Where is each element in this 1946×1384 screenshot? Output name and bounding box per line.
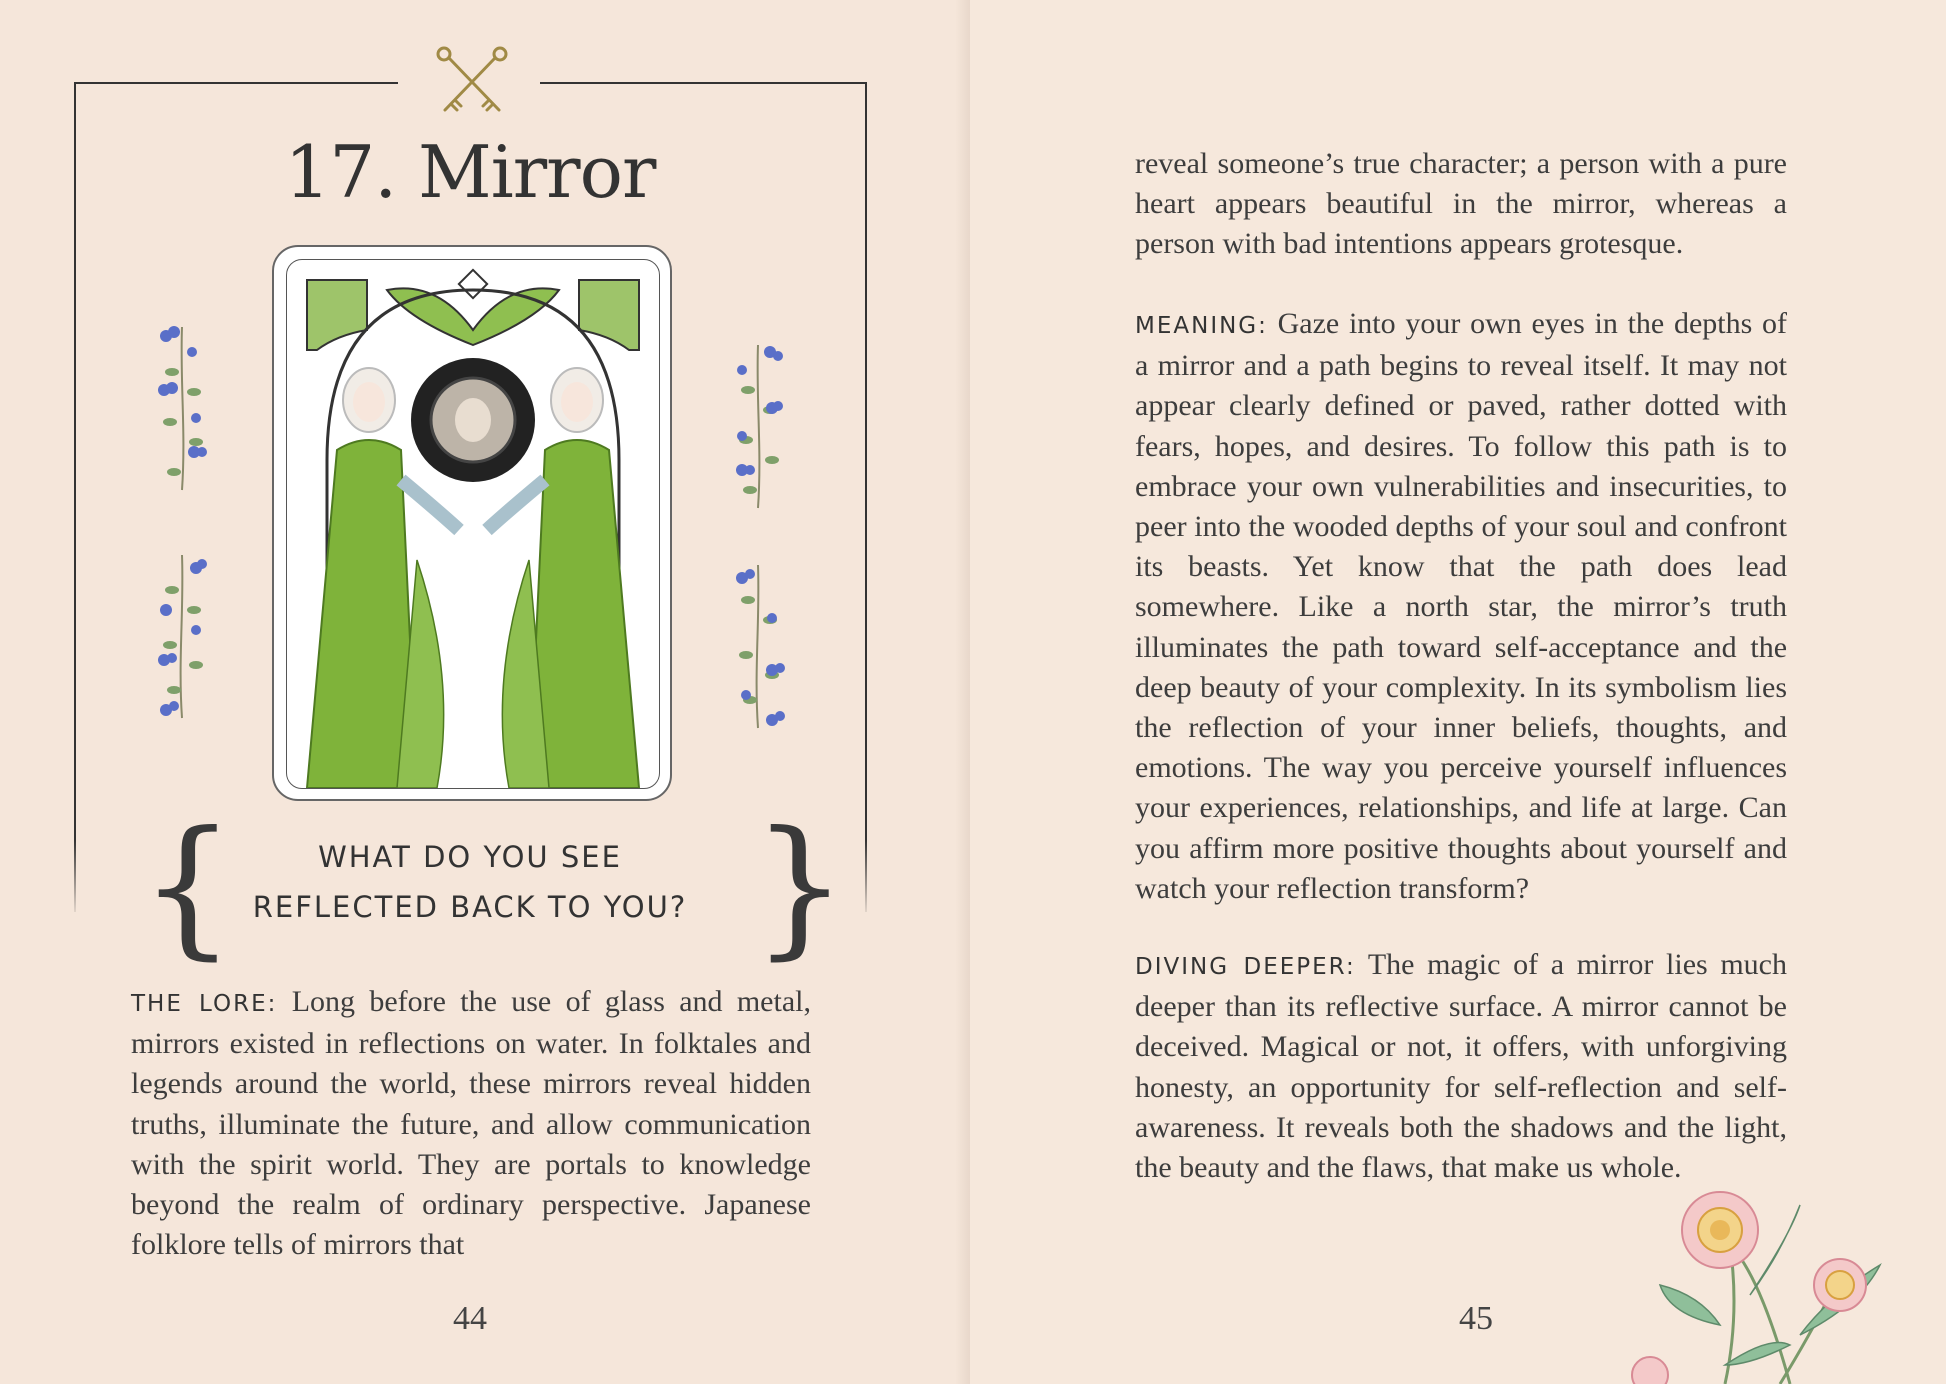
- lore-continued-line: reveal someone’s true character; a person with a pure: [1135, 147, 1787, 180]
- frame-top-left-rule: [74, 82, 398, 84]
- lore-paragraph: [131, 982, 811, 1265]
- diving-deeper-line: honesty, an opportunity for self-reflection and self-: [1135, 1070, 1787, 1104]
- lore-continued-paragraph: [1135, 144, 1787, 265]
- frame-right-rule: [865, 82, 867, 912]
- diving-deeper-line: The magic of a mirror lies much: [1367, 948, 1787, 981]
- meaning-line: Gaze into your own eyes in the depths: [1277, 307, 1753, 340]
- diving-deeper-paragraph: [1135, 945, 1787, 1188]
- meaning-line: reflection transform?: [1276, 871, 1530, 905]
- diving-deeper-line: the beauty and the flaws, that make us whole.: [1135, 1151, 1682, 1185]
- lore-line: mirrors existed in reflections on water. In folktales: [131, 1027, 758, 1061]
- lore-line: Long before the use of glass and metal,: [291, 985, 811, 1018]
- page-number-right: 45: [1459, 1300, 1493, 1337]
- crossed-keys-icon: [433, 46, 511, 116]
- diving-deeper-line: deeper than its reflective surface. A mirror cannot be: [1135, 990, 1787, 1024]
- page-number-left: 44: [453, 1300, 487, 1337]
- lore-label: THE LORE:: [131, 991, 278, 1017]
- meaning-paragraph: [1135, 304, 1787, 909]
- lore-line: communication with the spirit world. They are: [131, 1107, 812, 1181]
- oracle-card-inner: [286, 259, 660, 789]
- meaning-line: peer into the wooded depths of your soul and confront: [1135, 510, 1787, 544]
- meaning-line: embrace your own vulnerabilities and insecurities, to: [1135, 469, 1787, 503]
- meaning-line: path toward self-acceptance and the deep beauty of: [1135, 630, 1788, 704]
- left-brace-ornament: {: [140, 800, 236, 974]
- meaning-line: positive thoughts about yourself and watch your: [1135, 831, 1787, 905]
- lore-line: portals to knowledge beyond the realm of ordinary: [131, 1147, 811, 1222]
- violet-sprig-icon: [152, 322, 212, 492]
- diving-deeper-line: awareness. It reveals both the shadows and the light,: [1135, 1110, 1787, 1144]
- mirror-card-illustration: [287, 260, 659, 788]
- lore-line: perspective. Japanese folklore tells of mirrors that: [131, 1188, 811, 1262]
- meaning-line: relationships, and life at large. Can you affirm more: [1135, 791, 1787, 865]
- lore-line: and legends around the world, these mirrors reveal: [131, 1027, 811, 1101]
- left-page: [0, 0, 970, 1384]
- meaning-line: not appear clearly defined or paved, rather dotted: [1135, 349, 1787, 423]
- meaning-line: with fears, hopes, and desires. To follow this path is to: [1135, 389, 1787, 463]
- card-title: 17. Mirror: [284, 130, 656, 214]
- meaning-line: way you perceive yourself influences your experiences,: [1135, 751, 1788, 825]
- lore-line: hidden truths, illuminate the future, and allow: [131, 1067, 811, 1141]
- meaning-label: MEANING:: [1135, 313, 1268, 339]
- violet-sprig-icon: [152, 550, 212, 720]
- meaning-line: of your inner beliefs, thoughts, and emotions. The: [1135, 711, 1788, 785]
- reflection-question-line-1: WHAT DO YOU SEE: [318, 840, 622, 874]
- right-brace-ornament: }: [752, 800, 848, 974]
- meaning-line: Like a north star, the mirror’s truth illuminates the: [1135, 590, 1788, 664]
- violet-sprig-icon: [728, 560, 788, 730]
- frame-fade-right: [861, 840, 871, 920]
- meaning-line: your complexity. In its symbolism lies the reflection: [1135, 670, 1787, 745]
- diving-deeper-label: DIVING DEEPER:: [1135, 954, 1356, 980]
- frame-top-right-rule: [540, 82, 866, 84]
- daisy-flower-icon: [1630, 1175, 1946, 1384]
- violet-sprig-icon: [728, 340, 788, 510]
- meaning-line: of a mirror and a path begins to reveal itself. It may: [1135, 307, 1788, 383]
- lore-continued-line: with bad intentions appears grotesque.: [1222, 227, 1684, 261]
- frame-fade-left: [70, 840, 80, 920]
- reflection-question-line-2: REFLECTED BACK TO YOU?: [252, 890, 688, 924]
- oracle-card: [272, 245, 672, 801]
- meaning-line: its beasts. Yet know that the path does lead somewhere.: [1135, 550, 1787, 624]
- lore-continued-line: heart appears beautiful in the mirror, whereas a person: [1135, 187, 1787, 261]
- frame-left-rule: [74, 82, 76, 912]
- diving-deeper-line: deceived. Magical or not, it offers, with unforgiving: [1135, 1030, 1787, 1064]
